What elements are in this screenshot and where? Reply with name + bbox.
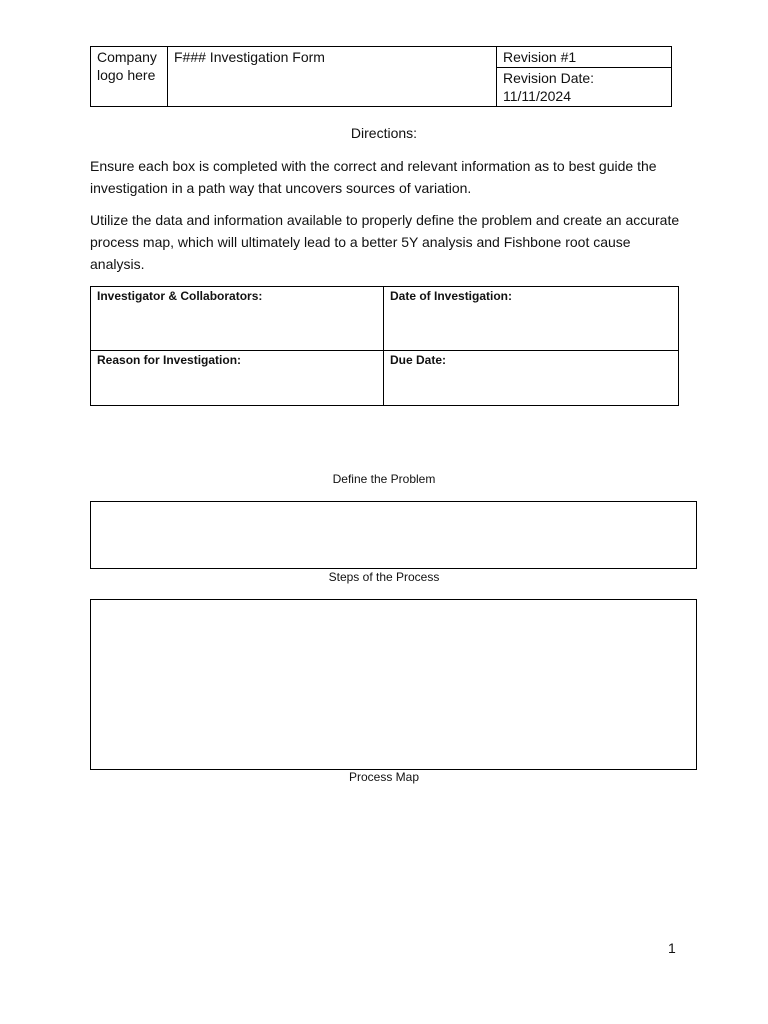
revision-date: Revision Date: 11/11/2024	[497, 68, 672, 107]
define-problem-box[interactable]	[90, 501, 697, 569]
due-date-label: Due Date:	[390, 353, 447, 367]
investigator-field[interactable]	[91, 287, 384, 351]
directions-paragraph-1: Ensure each box is completed with the correct and relevant information as to best guide the investigation in a path way that uncovers sources of variation.	[90, 158, 657, 196]
investigation-info-table	[90, 286, 679, 406]
form-header-table	[90, 46, 672, 107]
revision-number: Revision #1	[497, 47, 672, 68]
page-number: 1	[668, 940, 676, 956]
process-map-label: Process Map	[348, 770, 420, 784]
reason-field[interactable]	[91, 351, 384, 406]
due-date-field[interactable]	[384, 351, 679, 406]
date-of-investigation-label: Date of Investigation:	[390, 289, 513, 303]
steps-of-process-label: Steps of the Process	[328, 570, 440, 584]
company-logo-placeholder: Company logo here	[91, 47, 168, 107]
form-title: F### Investigation Form	[168, 47, 497, 107]
reason-label: Reason for Investigation:	[97, 353, 242, 367]
directions-heading: Directions:	[350, 125, 418, 141]
date-of-investigation-field[interactable]	[384, 287, 679, 351]
investigator-label: Investigator & Collaborators:	[97, 289, 263, 303]
directions-paragraph-2: Utilize the data and information available to properly define the problem and create an accurate process map, which will ultimately lead to a better 5Y analysis and Fishbone root cause analysis.	[90, 212, 680, 272]
define-problem-label: Define the Problem	[332, 472, 436, 486]
steps-of-process-box[interactable]	[90, 599, 697, 770]
